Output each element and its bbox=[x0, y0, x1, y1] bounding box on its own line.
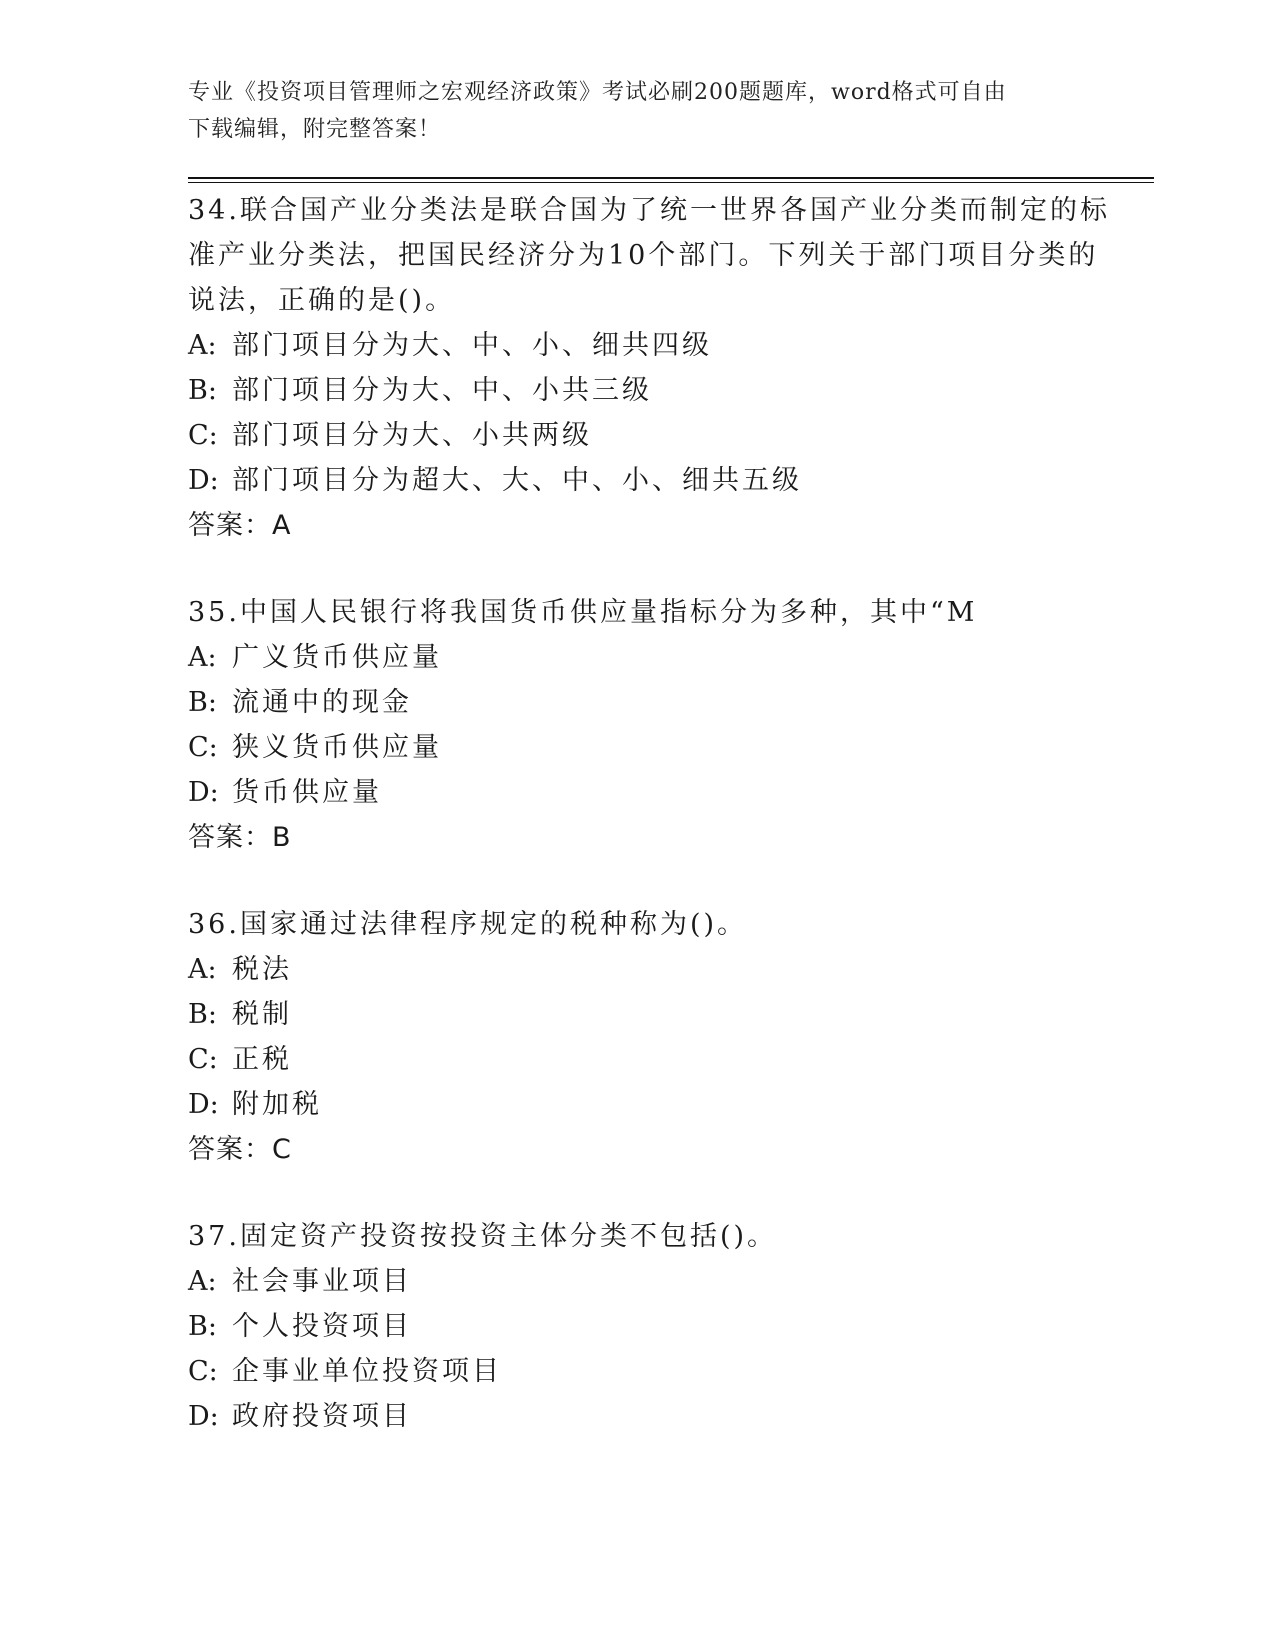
question-text bbox=[188, 188, 1110, 323]
option-letter: D: bbox=[188, 777, 219, 808]
question-text-line: 准产业分类法，把国民经济分为10个部门。下列关于部门项目分类的 bbox=[188, 240, 1099, 271]
option-letter: B: bbox=[188, 1311, 217, 1342]
option-a bbox=[188, 947, 1088, 992]
document-header bbox=[188, 74, 1068, 148]
option-text: 部门项目分为大、中、小共三级 bbox=[232, 375, 652, 406]
option-text: 部门项目分为大、小共两级 bbox=[232, 420, 592, 451]
option-c bbox=[188, 413, 1088, 458]
option-letter: C: bbox=[188, 1044, 218, 1075]
option-text: 附加税 bbox=[232, 1089, 322, 1120]
option-letter: A: bbox=[188, 642, 217, 673]
header-divider-thick bbox=[188, 177, 1154, 179]
header-line-2: 下载编辑，附完整答案！ bbox=[188, 117, 442, 142]
question-text bbox=[188, 590, 1088, 635]
question-34 bbox=[188, 188, 1110, 548]
option-b bbox=[188, 680, 1088, 725]
option-text: 政府投资项目 bbox=[232, 1401, 412, 1432]
option-letter: B: bbox=[188, 999, 217, 1030]
option-d bbox=[188, 1394, 1088, 1439]
question-text-line: 36.国家通过法律程序规定的税种称为()。 bbox=[188, 909, 748, 940]
header-divider-thin bbox=[188, 182, 1154, 183]
option-text: 部门项目分为超大、大、中、小、细共五级 bbox=[232, 465, 802, 496]
answer-label: 答案：C bbox=[188, 1134, 292, 1165]
header-line-1: 专业《投资项目管理师之宏观经济政策》考试必刷200题题库，word格式可自由 bbox=[188, 80, 1007, 105]
option-a bbox=[188, 323, 1088, 368]
option-a bbox=[188, 1259, 1088, 1304]
question-35 bbox=[188, 590, 1088, 860]
option-text: 企事业单位投资项目 bbox=[232, 1356, 502, 1387]
question-text-line: 34.联合国产业分类法是联合国为了统一世界各国产业分类而制定的标 bbox=[188, 195, 1110, 226]
question-text bbox=[188, 902, 1088, 947]
option-c bbox=[188, 1349, 1088, 1394]
option-text: 税制 bbox=[232, 999, 292, 1030]
option-letter: A: bbox=[188, 954, 217, 985]
option-letter: D: bbox=[188, 1089, 219, 1120]
option-text: 税法 bbox=[232, 954, 292, 985]
option-letter: C: bbox=[188, 732, 218, 763]
option-letter: B: bbox=[188, 375, 217, 406]
option-text: 货币供应量 bbox=[232, 777, 382, 808]
option-b bbox=[188, 368, 1088, 413]
option-c bbox=[188, 1037, 1088, 1082]
option-letter: A: bbox=[188, 1266, 217, 1297]
option-d bbox=[188, 458, 1088, 503]
answer-label: 答案：B bbox=[188, 822, 292, 853]
question-list bbox=[188, 188, 1110, 1481]
option-text: 部门项目分为大、中、小、细共四级 bbox=[232, 330, 712, 361]
option-text: 正税 bbox=[232, 1044, 292, 1075]
option-d bbox=[188, 1082, 1088, 1127]
question-37 bbox=[188, 1214, 1088, 1439]
option-d bbox=[188, 770, 1088, 815]
question-text-line: 37.固定资产投资按投资主体分类不包括()。 bbox=[188, 1221, 778, 1252]
option-letter: D: bbox=[188, 465, 219, 496]
option-letter: C: bbox=[188, 1356, 218, 1387]
option-text: 广义货币供应量 bbox=[232, 642, 442, 673]
option-text: 个人投资项目 bbox=[232, 1311, 412, 1342]
option-letter: B: bbox=[188, 687, 217, 718]
question-36 bbox=[188, 902, 1088, 1172]
option-b bbox=[188, 1304, 1088, 1349]
option-letter: A: bbox=[188, 330, 217, 361]
question-text-line: 说法，正确的是()。 bbox=[188, 285, 456, 316]
answer-label: 答案：A bbox=[188, 510, 292, 541]
option-b bbox=[188, 992, 1088, 1037]
option-text: 社会事业项目 bbox=[232, 1266, 412, 1297]
option-letter: C: bbox=[188, 420, 218, 451]
option-text: 流通中的现金 bbox=[232, 687, 412, 718]
question-text bbox=[188, 1214, 1088, 1259]
option-text: 狭义货币供应量 bbox=[232, 732, 442, 763]
option-c bbox=[188, 725, 1088, 770]
question-text-line: 35.中国人民银行将我国货币供应量指标分为多种，其中“M bbox=[188, 597, 978, 628]
option-a bbox=[188, 635, 1088, 680]
option-letter: D: bbox=[188, 1401, 219, 1432]
